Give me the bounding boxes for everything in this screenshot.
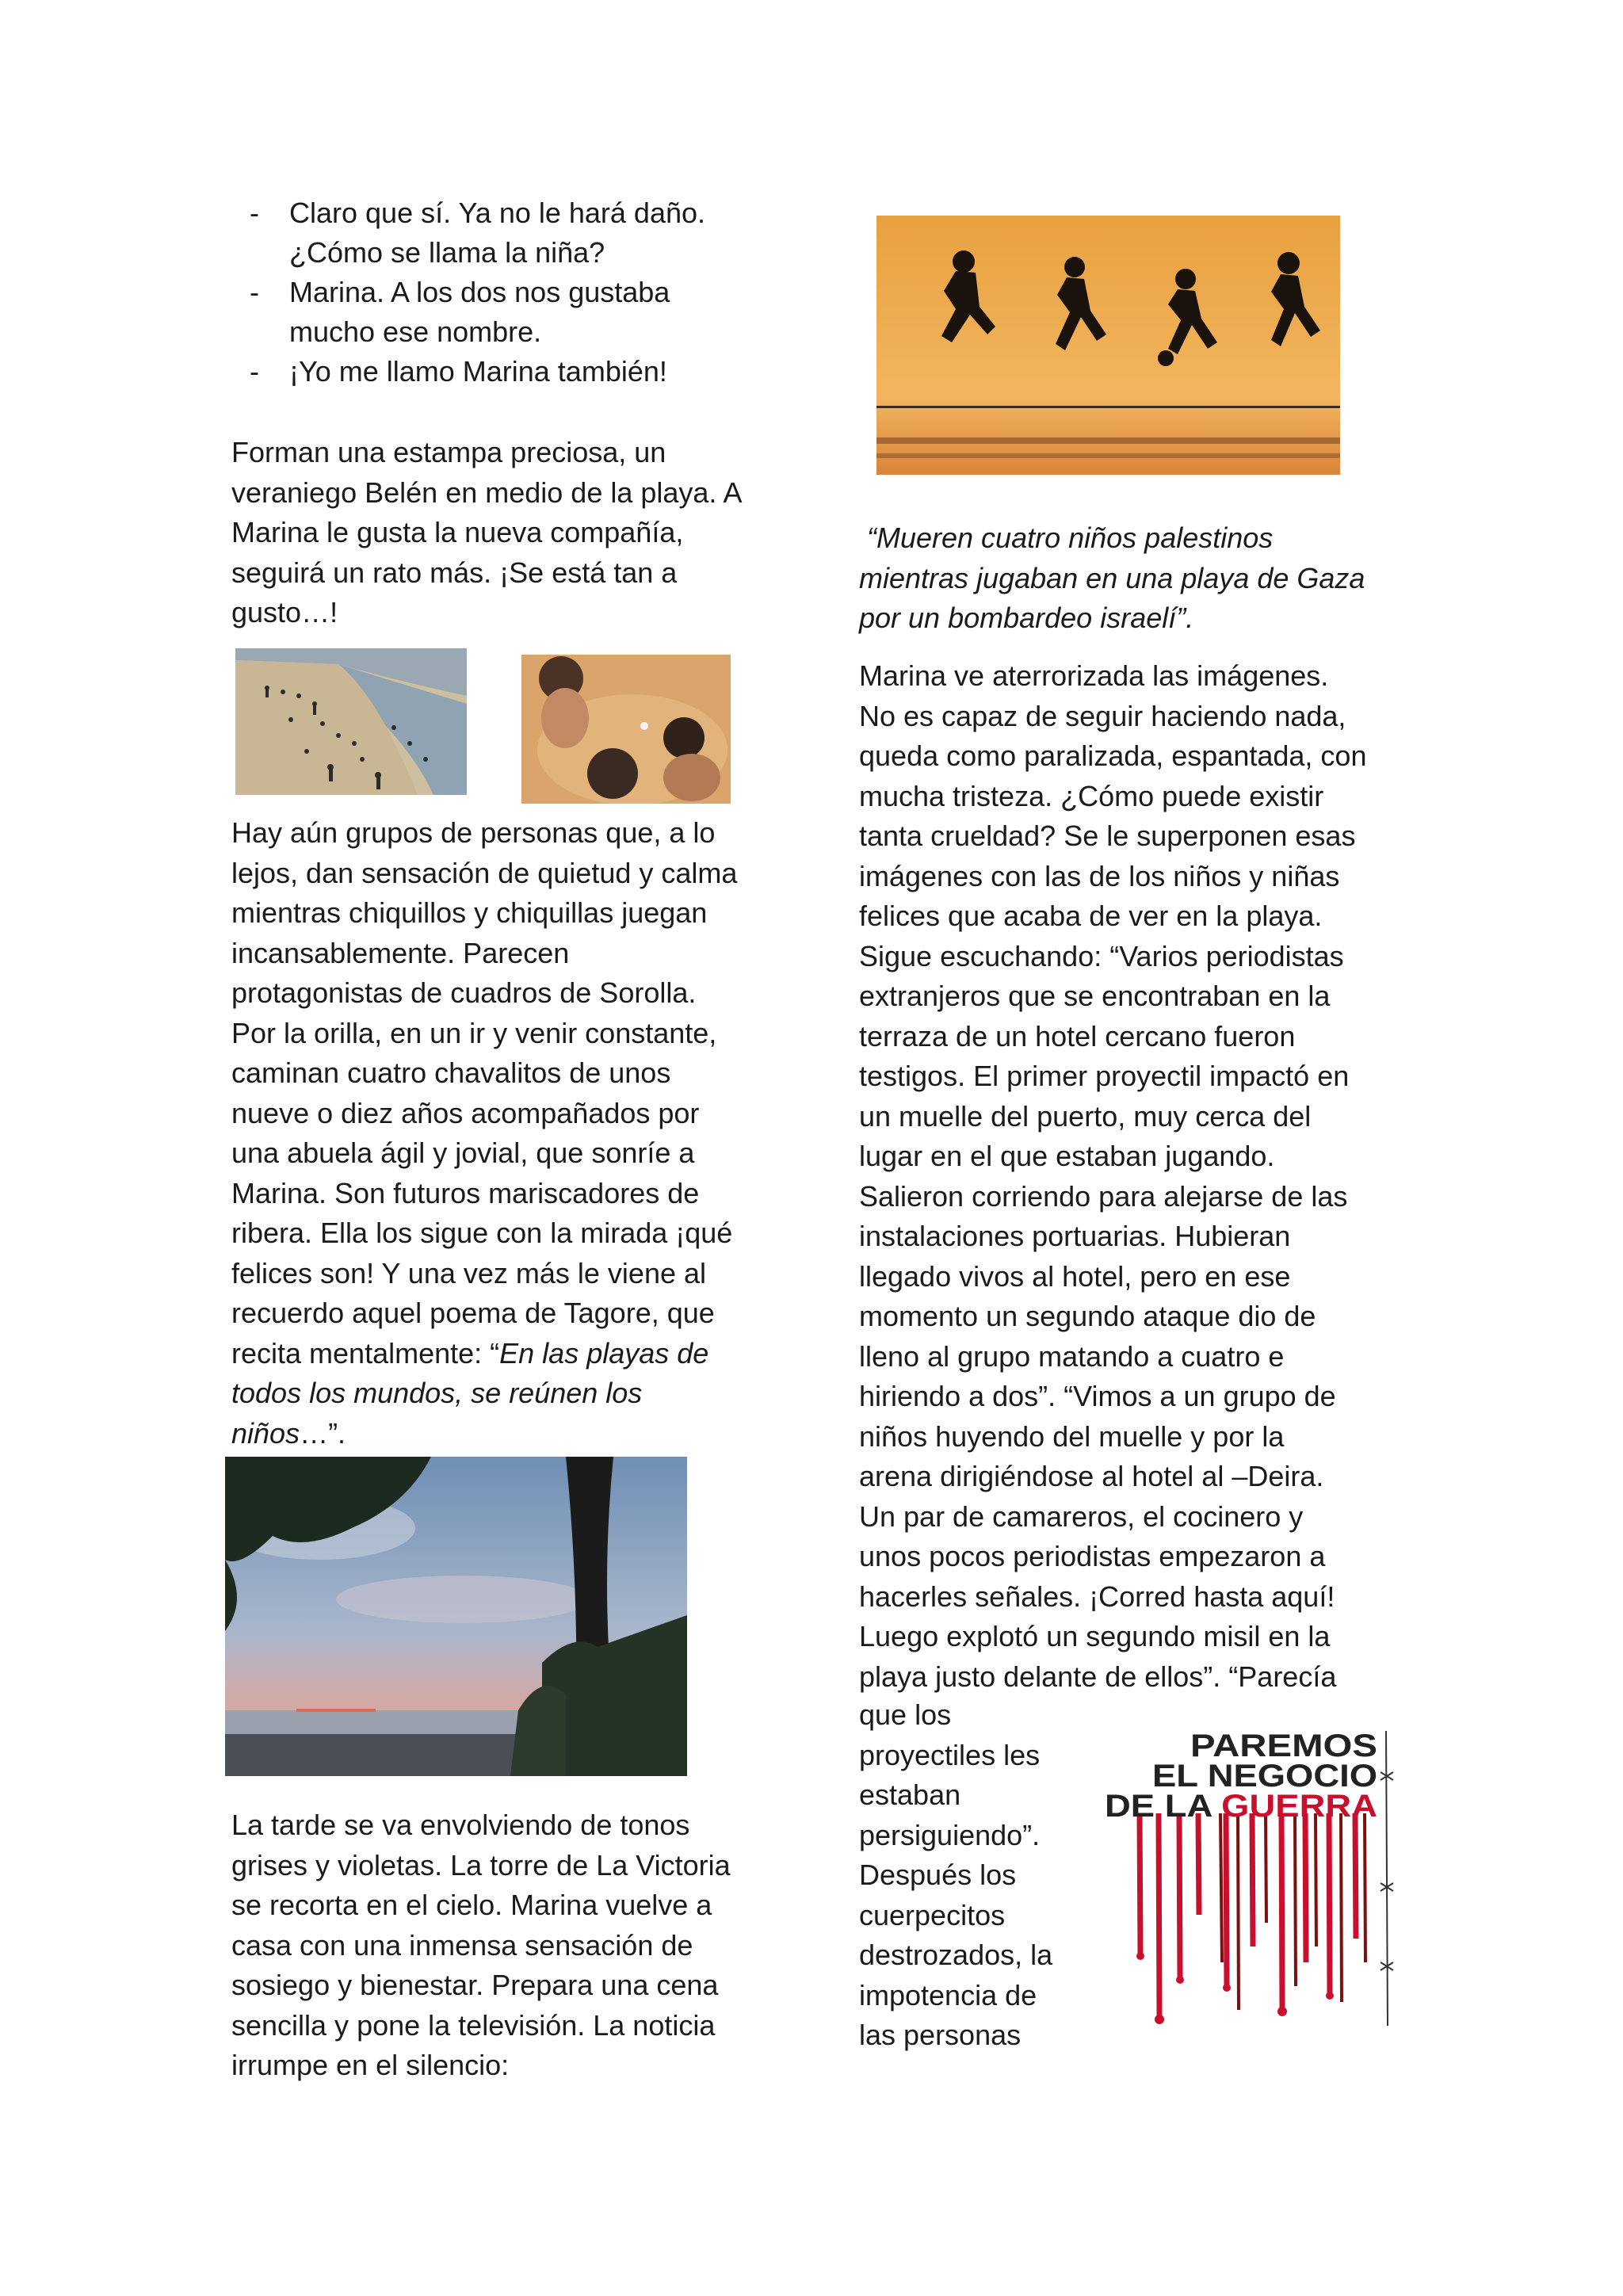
text-line: niños huyendo del muelle y por la: [859, 1419, 1285, 1453]
text-line: seguirá un rato más. ¡Se está tan a: [231, 556, 678, 589]
text-line: unos pocos periodistas empezaron a: [859, 1540, 1326, 1572]
text-line: veraniego Belén en medio de la playa. A: [231, 476, 743, 509]
poster-line-3: [1105, 1789, 1377, 1824]
quote-line: “Mueren cuatro niños palestinos: [867, 521, 1274, 554]
dialogue-line: ¿Cómo se llama la niña?: [289, 236, 605, 269]
text-line: hacerles señales. ¡Corred hasta aquí!: [859, 1580, 1335, 1613]
text-line: terraza de un hotel cercano fueron: [859, 1019, 1296, 1052]
text-line: mientras chiquillos y chiquillas juegan: [231, 896, 708, 929]
text-line: tanta crueldad? Se le superponen esas: [859, 819, 1356, 852]
text-line: Por la orilla, en un ir y venir constante,: [231, 1016, 717, 1049]
text-line: mucha tristeza. ¿Cómo puede existir: [859, 779, 1324, 812]
text-line: sosiego y bienestar. Prepara una cena: [231, 1969, 719, 2001]
poem-quote: niños: [231, 1416, 300, 1450]
text-line: Un par de camareros, el cocinero y: [859, 1499, 1304, 1533]
text-line: caminan cuatro chavalitos de unos: [231, 1056, 671, 1089]
text-line: llegado vivos al hotel, pero en ese: [859, 1259, 1291, 1293]
text-line: testigos. El primer proyectil impactó en: [859, 1060, 1350, 1092]
quote-line: mientras jugaban en una playa de Gaza: [859, 561, 1365, 594]
dialogue-line: Claro que sí. Ya no le hará daño.: [289, 197, 706, 229]
text-line: extranjeros que se encontraban en la: [859, 980, 1331, 1012]
poem-quote: En las playas de: [499, 1336, 709, 1370]
text-line: estaban: [859, 1778, 961, 1811]
children-sand-photo: [521, 655, 731, 804]
text-line: irrumpe en el silencio:: [231, 2049, 510, 2081]
dialogue-dash: -: [250, 276, 259, 308]
text-line: lleno al grupo matando a cuatro e: [859, 1339, 1285, 1373]
dialogue-block: [231, 193, 786, 392]
text-plain: …”.: [300, 1416, 346, 1450]
poem-quote: todos los mundos, se reúnen los: [231, 1377, 643, 1409]
children-silhouettes-photo: [876, 216, 1340, 475]
text-line: persiguiendo”.: [859, 1818, 1041, 1851]
text-line: nueve o diez años acompañados por: [231, 1096, 700, 1129]
text-line: ribera. Ella los sigue con la mirada ¡qué: [231, 1217, 733, 1249]
dialogue-dash: -: [250, 355, 259, 388]
text-line: protagonistas de cuadros de Sorolla.: [231, 976, 697, 1009]
text-line: playa justo delante de ellos”. “Parecía: [859, 1660, 1337, 1693]
text-line: un muelle del puerto, muy cerca del: [859, 1099, 1312, 1133]
text-line: cuerpecitos: [859, 1898, 1006, 1931]
poster-line-3a: DE LA: [1105, 1789, 1208, 1824]
quote-line: por un bombardeo israelí”.: [859, 602, 1194, 634]
paragraph-narrow: [859, 1695, 1089, 2056]
text-line: Forman una estampa preciosa, un: [231, 436, 666, 468]
text-line: Marina. Son futuros mariscadores de: [231, 1176, 700, 1209]
text-line: No es capaz de seguir haciendo nada,: [859, 699, 1346, 732]
paragraph-tarde: [231, 1805, 786, 2086]
text-line: momento un segundo ataque dio de: [859, 1300, 1316, 1332]
text-line: Sigue escuchando: “Varios periodistas: [859, 939, 1344, 972]
text-line: hiriendo a dos”. “Vimos a un grupo de: [859, 1380, 1336, 1412]
text-line: felices que acaba de ver en la playa.: [859, 900, 1323, 932]
anti-war-poster: [1103, 1725, 1396, 2034]
text-line: grises y violetas. La torre de La Victoria: [231, 1848, 731, 1881]
news-quote: [859, 518, 1414, 639]
text-line: Marina ve aterrorizada las imágenes.: [859, 659, 1329, 692]
paragraph-estampa: [231, 433, 786, 633]
poster-line-1: PAREMOS: [1190, 1729, 1377, 1763]
text-line: las personas: [859, 2019, 1022, 2051]
text-line: que los: [859, 1698, 952, 1731]
poster-line-3b: GUERRA: [1221, 1789, 1359, 1824]
paragraph-sorolla: [231, 813, 786, 1454]
dialogue-dash: -: [250, 197, 259, 229]
sunset-trees-photo: [225, 1457, 687, 1776]
text-line: una abuela ágil y jovial, que sonríe a: [231, 1137, 695, 1169]
text-line: [231, 1414, 786, 1454]
text-line: Después los: [859, 1859, 1017, 1891]
text-plain: recita mentalmente: “: [231, 1336, 500, 1370]
text-line: Hay aún grupos de personas que, a lo: [231, 816, 716, 849]
text-line: sencilla y pone la televisión. La noticia: [231, 2008, 716, 2042]
text-line: impotencia de: [859, 1978, 1037, 2011]
text-line: instalaciones portuarias. Hubieran: [859, 1220, 1291, 1252]
text-line: gusto…!: [231, 596, 338, 628]
text-line: felices son! Y una vez más le viene al: [231, 1256, 707, 1289]
beach-crowd-photo: [235, 648, 467, 795]
text-line: casa con una inmensa sensación de: [231, 1928, 693, 1962]
paragraph-gaza: [859, 656, 1414, 1697]
text-line: proyectiles les: [859, 1738, 1041, 1771]
dialogue-line: Marina. A los dos nos gustaba: [289, 276, 670, 308]
text-line: lejos, dan sensación de quietud y calma: [231, 856, 738, 889]
text-line: La tarde se va envolviendo de tonos: [231, 1809, 690, 1841]
text-line: recuerdo aquel poema de Tagore, que: [231, 1297, 715, 1329]
dialogue-line: mucho ese nombre.: [289, 315, 542, 348]
text-line: Salieron corriendo para alejarse de las: [859, 1179, 1348, 1213]
dialogue-line: ¡Yo me llamo Marina también!: [289, 355, 667, 388]
text-line: destrozados, la: [859, 1939, 1053, 1971]
text-line: Luego explotó un segundo misil en la: [859, 1620, 1331, 1652]
text-line: incansablemente. Parecen: [231, 936, 570, 969]
text-line: queda como paralizada, espantada, con: [859, 739, 1367, 772]
text-line: imágenes con las de los niños y niñas: [859, 859, 1340, 892]
text-line: lugar en el que estaban jugando.: [859, 1140, 1275, 1172]
text-line: arena dirigiéndose al hotel al –Deira.: [859, 1460, 1324, 1492]
text-line: se recorta en el cielo. Marina vuelve a: [231, 1889, 712, 1921]
text-line: Marina le gusta la nueva compañía,: [231, 516, 684, 548]
poster-line-2: EL NEGOCIO: [1152, 1759, 1377, 1794]
text-line: [231, 1334, 786, 1374]
